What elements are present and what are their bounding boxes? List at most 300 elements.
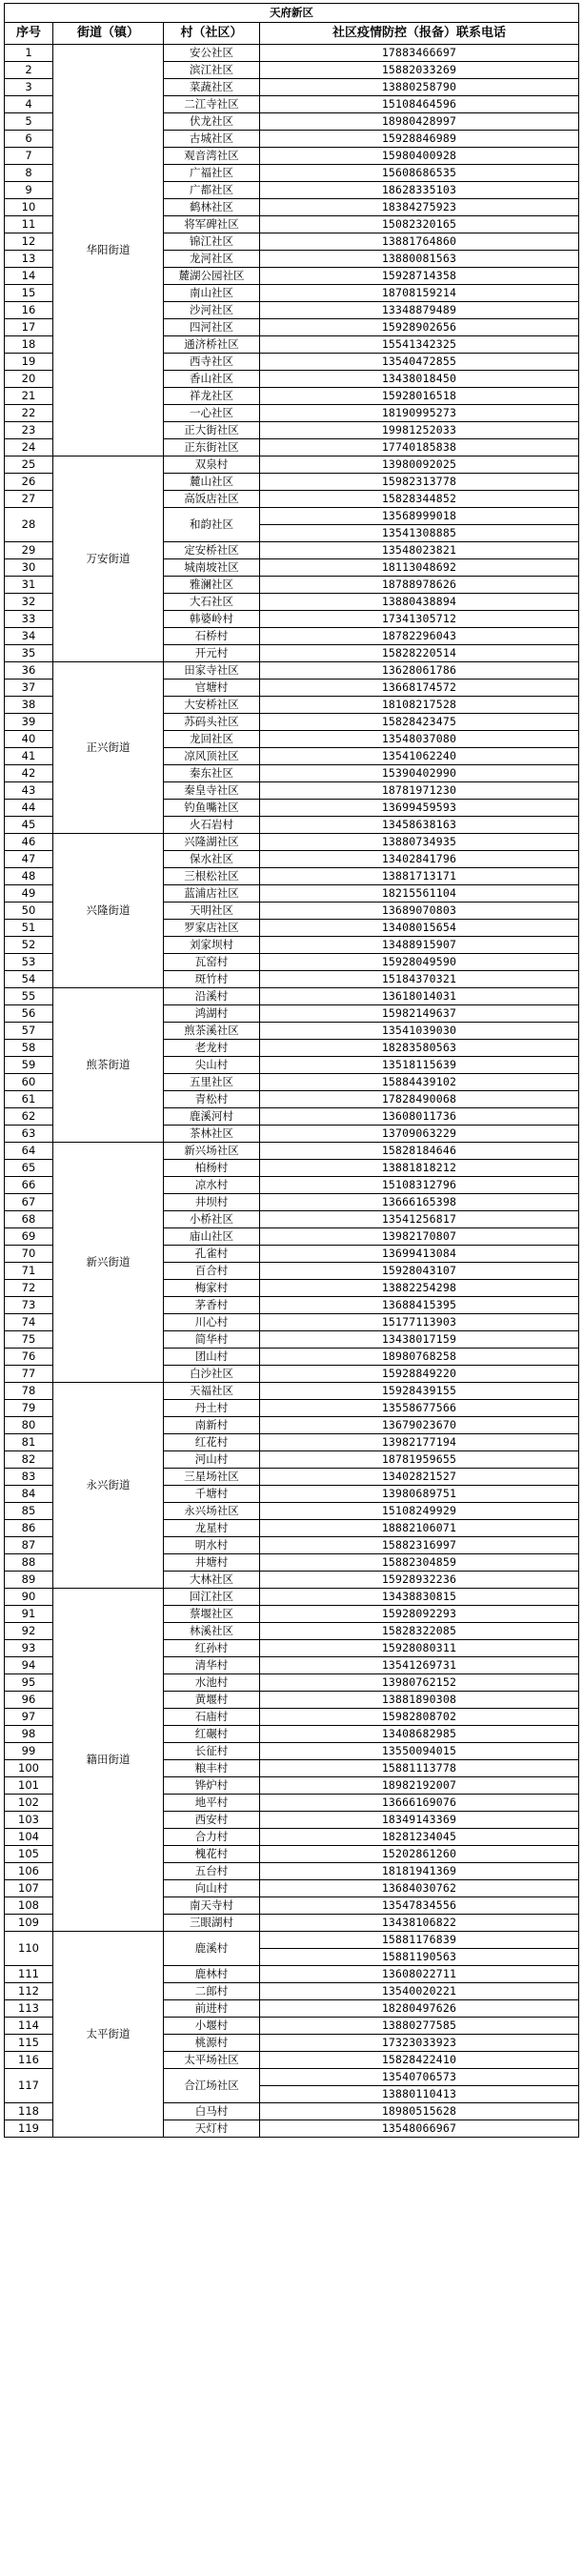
phone-number: 13880110413	[260, 2086, 579, 2103]
village-name: 广福社区	[164, 165, 260, 182]
phone-number: 15881190563	[260, 1949, 579, 1966]
village-name: 滨江社区	[164, 62, 260, 79]
street-name: 煎茶街道	[53, 988, 164, 1143]
phone-number: 18280497626	[260, 2000, 579, 2018]
phone-number: 18781959655	[260, 1451, 579, 1469]
row-number: 109	[5, 1915, 53, 1932]
village-name: 通济桥社区	[164, 336, 260, 354]
village-name: 红孙村	[164, 1640, 260, 1657]
phone-number: 15928049590	[260, 954, 579, 971]
village-name: 梅家村	[164, 1280, 260, 1297]
row-number: 73	[5, 1297, 53, 1314]
row-number: 6	[5, 131, 53, 148]
village-name: 四河社区	[164, 319, 260, 336]
row-number: 2	[5, 62, 53, 79]
phone-number: 13880438894	[260, 594, 579, 611]
village-name: 铧炉村	[164, 1777, 260, 1795]
row-number: 115	[5, 2035, 53, 2052]
phone-number: 15928092293	[260, 1606, 579, 1623]
village-name: 鹿林村	[164, 1966, 260, 1983]
row-number: 12	[5, 233, 53, 251]
village-name: 刘家坝村	[164, 937, 260, 954]
village-name: 茶林社区	[164, 1126, 260, 1143]
phone-number: 15928043107	[260, 1263, 579, 1280]
village-name: 粮丰村	[164, 1760, 260, 1777]
phone-number: 13438018450	[260, 371, 579, 388]
phone-number: 13488915907	[260, 937, 579, 954]
village-name: 斑竹村	[164, 971, 260, 988]
phone-number: 18113048692	[260, 559, 579, 577]
phone-number: 15608686535	[260, 165, 579, 182]
street-name: 太平街道	[53, 1932, 164, 2138]
phone-number: 13568999018	[260, 508, 579, 525]
village-name: 蓝浦店社区	[164, 885, 260, 903]
row-number: 45	[5, 817, 53, 834]
row-number: 48	[5, 868, 53, 885]
phone-number: 18384275923	[260, 199, 579, 216]
phone-number: 13684030762	[260, 1880, 579, 1897]
street-name: 万安街道	[53, 456, 164, 662]
village-name: 小堰村	[164, 2018, 260, 2035]
row-number: 72	[5, 1280, 53, 1297]
village-name: 南天寺村	[164, 1897, 260, 1915]
phone-number: 15541342325	[260, 336, 579, 354]
phone-number: 15828344852	[260, 491, 579, 508]
phone-number: 13540472855	[260, 354, 579, 371]
row-number: 31	[5, 577, 53, 594]
village-name: 正大街社区	[164, 422, 260, 439]
village-name: 石桥村	[164, 628, 260, 645]
phone-number: 13548023821	[260, 542, 579, 559]
row-number: 23	[5, 422, 53, 439]
village-name: 老龙村	[164, 1040, 260, 1057]
village-name: 韩婆岭村	[164, 611, 260, 628]
phone-number: 15928932236	[260, 1572, 579, 1589]
village-name: 永兴场社区	[164, 1503, 260, 1520]
village-name: 井塘村	[164, 1554, 260, 1572]
village-name: 明水村	[164, 1537, 260, 1554]
row-number: 1	[5, 45, 53, 62]
row-number: 5	[5, 113, 53, 131]
village-name: 雅澜社区	[164, 577, 260, 594]
village-name: 小桥社区	[164, 1211, 260, 1228]
village-name: 团山村	[164, 1349, 260, 1366]
row-number: 83	[5, 1469, 53, 1486]
phone-number: 13699459593	[260, 800, 579, 817]
row-number: 43	[5, 782, 53, 800]
row-number: 104	[5, 1829, 53, 1846]
village-name: 将军碑社区	[164, 216, 260, 233]
phone-number: 13880277585	[260, 2018, 579, 2035]
phone-number: 13608011736	[260, 1108, 579, 1126]
village-name: 沙河社区	[164, 302, 260, 319]
village-name: 沿溪村	[164, 988, 260, 1005]
phone-number: 15980400928	[260, 148, 579, 165]
phone-number: 17341305712	[260, 611, 579, 628]
phone-number: 15828184646	[260, 1143, 579, 1160]
phone-number: 18882106071	[260, 1520, 579, 1537]
row-number: 20	[5, 371, 53, 388]
village-name: 龙星村	[164, 1520, 260, 1537]
village-name: 大安桥社区	[164, 697, 260, 714]
row-number: 28	[5, 508, 53, 542]
row-number: 3	[5, 79, 53, 96]
row-number: 80	[5, 1417, 53, 1434]
row-number: 27	[5, 491, 53, 508]
phone-number: 15982149637	[260, 1005, 579, 1023]
village-name: 广都社区	[164, 182, 260, 199]
village-name: 新兴场社区	[164, 1143, 260, 1160]
row-number: 32	[5, 594, 53, 611]
phone-number: 13402821527	[260, 1469, 579, 1486]
village-name: 桃源村	[164, 2035, 260, 2052]
village-name: 地平村	[164, 1795, 260, 1812]
phone-number: 13408682985	[260, 1726, 579, 1743]
row-number: 53	[5, 954, 53, 971]
table-row	[5, 1143, 579, 1160]
table-row	[5, 456, 579, 474]
street-name: 华阳街道	[53, 45, 164, 456]
row-number: 103	[5, 1812, 53, 1829]
row-number: 68	[5, 1211, 53, 1228]
phone-number: 18980428997	[260, 113, 579, 131]
row-number: 18	[5, 336, 53, 354]
row-number: 16	[5, 302, 53, 319]
row-number: 74	[5, 1314, 53, 1331]
village-name: 三根松社区	[164, 868, 260, 885]
header-no: 序号	[5, 23, 53, 45]
village-name: 香山社区	[164, 371, 260, 388]
row-number: 113	[5, 2000, 53, 2018]
row-number: 71	[5, 1263, 53, 1280]
row-number: 99	[5, 1743, 53, 1760]
street-name: 兴隆街道	[53, 834, 164, 988]
phone-number: 15928714358	[260, 268, 579, 285]
row-number: 76	[5, 1349, 53, 1366]
phone-number: 13541269731	[260, 1657, 579, 1674]
table-row	[5, 662, 579, 679]
village-name: 西安村	[164, 1812, 260, 1829]
row-number: 97	[5, 1709, 53, 1726]
row-number: 41	[5, 748, 53, 765]
row-number: 19	[5, 354, 53, 371]
phone-number: 13348879489	[260, 302, 579, 319]
phone-number: 18190995273	[260, 405, 579, 422]
phone-number: 15928849220	[260, 1366, 579, 1383]
phone-number: 15108464596	[260, 96, 579, 113]
row-number: 87	[5, 1537, 53, 1554]
row-number: 118	[5, 2103, 53, 2120]
village-name: 前进村	[164, 2000, 260, 2018]
village-name: 开元村	[164, 645, 260, 662]
village-name: 水池村	[164, 1674, 260, 1692]
row-number: 119	[5, 2120, 53, 2138]
row-number: 91	[5, 1606, 53, 1623]
village-name: 南山社区	[164, 285, 260, 302]
phone-number: 15184370321	[260, 971, 579, 988]
row-number: 38	[5, 697, 53, 714]
row-number: 78	[5, 1383, 53, 1400]
row-number: 58	[5, 1040, 53, 1057]
phone-number: 15982313778	[260, 474, 579, 491]
row-number: 61	[5, 1091, 53, 1108]
row-number: 117	[5, 2069, 53, 2103]
row-number: 30	[5, 559, 53, 577]
row-number: 84	[5, 1486, 53, 1503]
village-name: 尖山村	[164, 1057, 260, 1074]
phone-number: 15177113903	[260, 1314, 579, 1331]
village-name: 凉水村	[164, 1177, 260, 1194]
header-street: 街道（镇）	[53, 23, 164, 45]
phone-number: 13882254298	[260, 1280, 579, 1297]
phone-number: 18980515628	[260, 2103, 579, 2120]
phone-number: 13438830815	[260, 1589, 579, 1606]
village-name: 千塘村	[164, 1486, 260, 1503]
phone-number: 15928846989	[260, 131, 579, 148]
street-name: 籍田街道	[53, 1589, 164, 1932]
row-number: 14	[5, 268, 53, 285]
row-number: 17	[5, 319, 53, 336]
row-number: 63	[5, 1126, 53, 1143]
phone-number: 13679023670	[260, 1417, 579, 1434]
phone-number: 15390402990	[260, 765, 579, 782]
row-number: 7	[5, 148, 53, 165]
row-number: 57	[5, 1023, 53, 1040]
village-name: 天福社区	[164, 1383, 260, 1400]
row-number: 47	[5, 851, 53, 868]
row-number: 106	[5, 1863, 53, 1880]
row-number: 42	[5, 765, 53, 782]
village-name: 茅香村	[164, 1297, 260, 1314]
village-name: 煎茶溪社区	[164, 1023, 260, 1040]
phone-number: 13408015654	[260, 920, 579, 937]
table-row	[5, 834, 579, 851]
phone-number: 13699413084	[260, 1246, 579, 1263]
phone-number: 18788978626	[260, 577, 579, 594]
phone-number: 15882033269	[260, 62, 579, 79]
street-name: 新兴街道	[53, 1143, 164, 1383]
phone-number: 13540706573	[260, 2069, 579, 2086]
phone-number: 18283580563	[260, 1040, 579, 1057]
phone-number: 13666169076	[260, 1795, 579, 1812]
row-number: 26	[5, 474, 53, 491]
row-number: 54	[5, 971, 53, 988]
row-number: 29	[5, 542, 53, 559]
phone-number: 15108312796	[260, 1177, 579, 1194]
table-row	[5, 988, 579, 1005]
village-name: 凉风顶社区	[164, 748, 260, 765]
row-number: 35	[5, 645, 53, 662]
village-name: 天灯村	[164, 2120, 260, 2138]
village-name: 官塘村	[164, 679, 260, 697]
village-name: 保水社区	[164, 851, 260, 868]
village-name: 罗家店社区	[164, 920, 260, 937]
village-name: 火石岩村	[164, 817, 260, 834]
phone-number: 15928080311	[260, 1640, 579, 1657]
contact-table	[4, 3, 579, 2138]
phone-number: 13558677566	[260, 1400, 579, 1417]
row-number: 51	[5, 920, 53, 937]
phone-number: 15828322085	[260, 1623, 579, 1640]
row-number: 116	[5, 2052, 53, 2069]
village-name: 麓山社区	[164, 474, 260, 491]
phone-number: 13628061786	[260, 662, 579, 679]
phone-number: 13402841796	[260, 851, 579, 868]
row-number: 44	[5, 800, 53, 817]
village-name: 井坝村	[164, 1194, 260, 1211]
phone-number: 15928439155	[260, 1383, 579, 1400]
village-name: 二郎村	[164, 1983, 260, 2000]
phone-number: 13709063229	[260, 1126, 579, 1143]
village-name: 龙河社区	[164, 251, 260, 268]
row-number: 25	[5, 456, 53, 474]
row-number: 100	[5, 1760, 53, 1777]
row-number: 64	[5, 1143, 53, 1160]
row-number: 21	[5, 388, 53, 405]
table-row	[5, 1589, 579, 1606]
row-number: 114	[5, 2018, 53, 2035]
phone-number: 15882316997	[260, 1537, 579, 1554]
village-name: 古城社区	[164, 131, 260, 148]
village-name: 秦东社区	[164, 765, 260, 782]
village-name: 五里社区	[164, 1074, 260, 1091]
phone-number: 13608022711	[260, 1966, 579, 1983]
phone-number: 18781971230	[260, 782, 579, 800]
village-name: 祥龙社区	[164, 388, 260, 405]
phone-number: 18215561104	[260, 885, 579, 903]
phone-number: 13982170807	[260, 1228, 579, 1246]
phone-number: 15928902656	[260, 319, 579, 336]
village-name: 川心村	[164, 1314, 260, 1331]
title-row	[5, 4, 579, 23]
phone-number: 13881818212	[260, 1160, 579, 1177]
phone-number: 18708159214	[260, 285, 579, 302]
row-number: 101	[5, 1777, 53, 1795]
village-name: 鹿溪村	[164, 1932, 260, 1966]
village-name: 河山村	[164, 1451, 260, 1469]
village-name: 钓鱼嘴社区	[164, 800, 260, 817]
row-number: 15	[5, 285, 53, 302]
phone-number: 13541062240	[260, 748, 579, 765]
phone-number: 13880081563	[260, 251, 579, 268]
phone-number: 13880258790	[260, 79, 579, 96]
phone-number: 13689070803	[260, 903, 579, 920]
row-number: 34	[5, 628, 53, 645]
phone-number: 13881713171	[260, 868, 579, 885]
row-number: 67	[5, 1194, 53, 1211]
street-name: 正兴街道	[53, 662, 164, 834]
phone-number: 15828423475	[260, 714, 579, 731]
row-number: 10	[5, 199, 53, 216]
phone-number: 13980762152	[260, 1674, 579, 1692]
row-number: 85	[5, 1503, 53, 1520]
village-name: 高饭店社区	[164, 491, 260, 508]
phone-number: 18782296043	[260, 628, 579, 645]
phone-number: 13458638163	[260, 817, 579, 834]
phone-number: 15082320165	[260, 216, 579, 233]
row-number: 108	[5, 1897, 53, 1915]
row-number: 111	[5, 1966, 53, 1983]
row-number: 77	[5, 1366, 53, 1383]
village-name: 向山村	[164, 1880, 260, 1897]
village-name: 三星场社区	[164, 1469, 260, 1486]
village-name: 合江场社区	[164, 2069, 260, 2103]
phone-number: 15828422410	[260, 2052, 579, 2069]
village-name: 锦江社区	[164, 233, 260, 251]
row-number: 110	[5, 1932, 53, 1966]
village-name: 红花村	[164, 1434, 260, 1451]
row-number: 79	[5, 1400, 53, 1417]
village-name: 瓦窑村	[164, 954, 260, 971]
village-name: 清华村	[164, 1657, 260, 1674]
village-name: 天明社区	[164, 903, 260, 920]
table-row	[5, 45, 579, 62]
row-number: 65	[5, 1160, 53, 1177]
phone-number: 13541039030	[260, 1023, 579, 1040]
village-name: 龙回社区	[164, 731, 260, 748]
phone-number: 13881890308	[260, 1692, 579, 1709]
phone-number: 13668174572	[260, 679, 579, 697]
row-number: 86	[5, 1520, 53, 1537]
village-name: 柏杨村	[164, 1160, 260, 1177]
phone-number: 13980092025	[260, 456, 579, 474]
village-name: 孔雀村	[164, 1246, 260, 1263]
row-number: 50	[5, 903, 53, 920]
village-name: 蔡堰社区	[164, 1606, 260, 1623]
village-name: 三眼湖村	[164, 1915, 260, 1932]
village-name: 双泉村	[164, 456, 260, 474]
village-name: 石庙村	[164, 1709, 260, 1726]
phone-number: 15881176839	[260, 1932, 579, 1949]
village-name: 合力村	[164, 1829, 260, 1846]
row-number: 96	[5, 1692, 53, 1709]
row-number: 82	[5, 1451, 53, 1469]
phone-number: 13688415395	[260, 1297, 579, 1314]
village-name: 南新村	[164, 1417, 260, 1434]
phone-number: 13550094015	[260, 1743, 579, 1760]
phone-number: 17740185838	[260, 439, 579, 456]
village-name: 简华村	[164, 1331, 260, 1349]
row-number: 105	[5, 1846, 53, 1863]
row-number: 102	[5, 1795, 53, 1812]
village-name: 回江社区	[164, 1589, 260, 1606]
phone-number: 15828220514	[260, 645, 579, 662]
phone-number: 15202861260	[260, 1846, 579, 1863]
phone-number: 17828490068	[260, 1091, 579, 1108]
row-number: 9	[5, 182, 53, 199]
village-name: 林溪社区	[164, 1623, 260, 1640]
village-name: 定安桥社区	[164, 542, 260, 559]
phone-number: 18281234045	[260, 1829, 579, 1846]
village-name: 田家寺社区	[164, 662, 260, 679]
village-name: 城南坡社区	[164, 559, 260, 577]
village-name: 和韵社区	[164, 508, 260, 542]
row-number: 81	[5, 1434, 53, 1451]
phone-number: 15884439102	[260, 1074, 579, 1091]
table-title: 天府新区	[5, 4, 579, 23]
village-name: 丹土村	[164, 1400, 260, 1417]
phone-number: 18628335103	[260, 182, 579, 199]
phone-number: 13982177194	[260, 1434, 579, 1451]
row-number: 62	[5, 1108, 53, 1126]
row-number: 59	[5, 1057, 53, 1074]
village-name: 安公社区	[164, 45, 260, 62]
row-number: 4	[5, 96, 53, 113]
village-name: 西寺社区	[164, 354, 260, 371]
village-name: 秦皇寺社区	[164, 782, 260, 800]
phone-number: 17323033923	[260, 2035, 579, 2052]
village-name: 鸿湖村	[164, 1005, 260, 1023]
